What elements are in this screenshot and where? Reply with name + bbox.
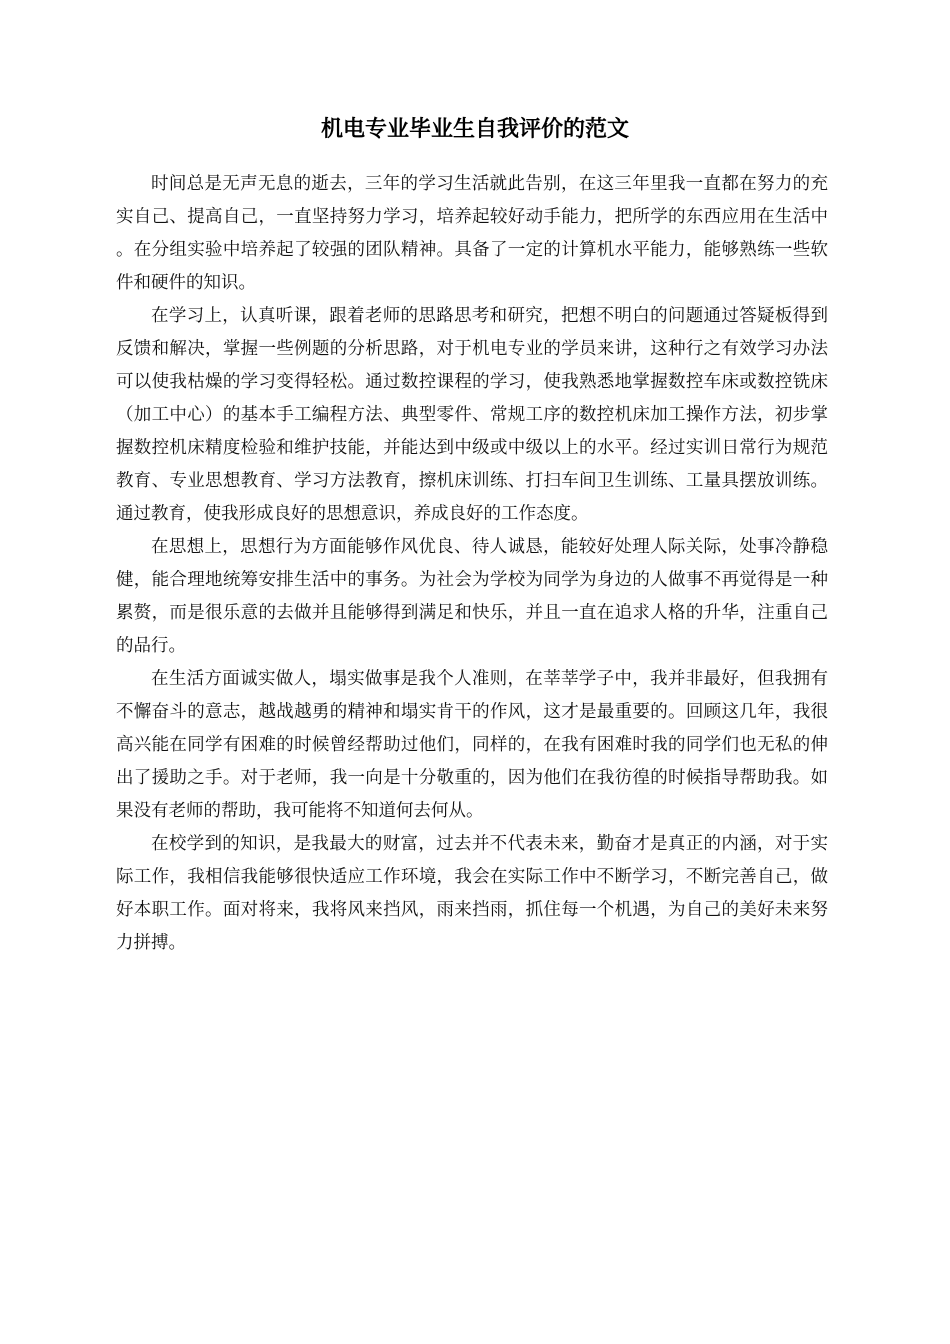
document-body	[116, 168, 828, 960]
paragraph: 在生活方面诚实做人，塌实做事是我个人准则，在莘莘学子中，我并非最好，但我拥有不懈奋斗的意志，越战越勇的精神和塌实肯干的作风，这才是最重要的。回顾这几年，我很高兴能在同学有困难的时候曾经帮助过他们，同样的，在我有困难时我的同学们也无私的伸出了援助之手。对于老师，我一向是十分敬重的，因为他们在我彷徨的时候指导帮助我。如果没有老师的帮助，我可能将不知道何去何从。	[116, 669, 828, 821]
document-title: 机电专业毕业生自我评价的范文	[320, 117, 629, 142]
paragraph: 在学习上，认真听课，跟着老师的思路思考和研究，把想不明白的问题通过答疑板得到反馈和解决，掌握一些例题的分析思路，对于机电专业的学员来讲，这种行之有效学习办法可以使我枯燥的学习变得轻松。通过数控课程的学习，使我熟悉地掌握数控车床或数控铣床（加工中心）的基本手工编程方法、典型零件、常规工序的数控机床加工操作方法，初步掌握数控机床精度检验和维护技能，并能达到中级或中级以上的水平。经过实训日常行为规范教育、专业思想教育、学习方法教育，擦机床训练、打扫车间卫生训练、工量具摆放训练。通过教育，使我形成良好的思想意识，养成良好的工作态度。	[116, 306, 828, 524]
paragraph: 时间总是无声无息的逝去，三年的学习生活就此告别，在这三年里我一直都在努力的充实自己、提高自己，一直坚持努力学习，培养起较好动手能力，把所学的东西应用在生活中。在分组实验中培养起了较强的团队精神。具备了一定的计算机水平能力，能够熟练一些软件和硬件的知识。	[116, 174, 828, 293]
paragraph: 在思想上，思想行为方面能够作风优良、待人诚恳，能较好处理人际关际，处事冷静稳健，能合理地统筹安排生活中的事务。为社会为学校为同学为身边的人做事不再觉得是一种累赘，而是很乐意的去做并且能够得到满足和快乐，并且一直在追求人格的升华，注重自己的品行。	[116, 537, 828, 656]
paragraph: 在校学到的知识，是我最大的财富，过去并不代表未来，勤奋才是真正的内涵，对于实际工作，我相信我能够很快适应工作环境，我会在实际工作中不断学习，不断完善自己，做好本职工作。面对将来，我将风来挡风，雨来挡雨，抓住每一个机遇，为自己的美好未来努力拼搏。	[116, 834, 828, 953]
